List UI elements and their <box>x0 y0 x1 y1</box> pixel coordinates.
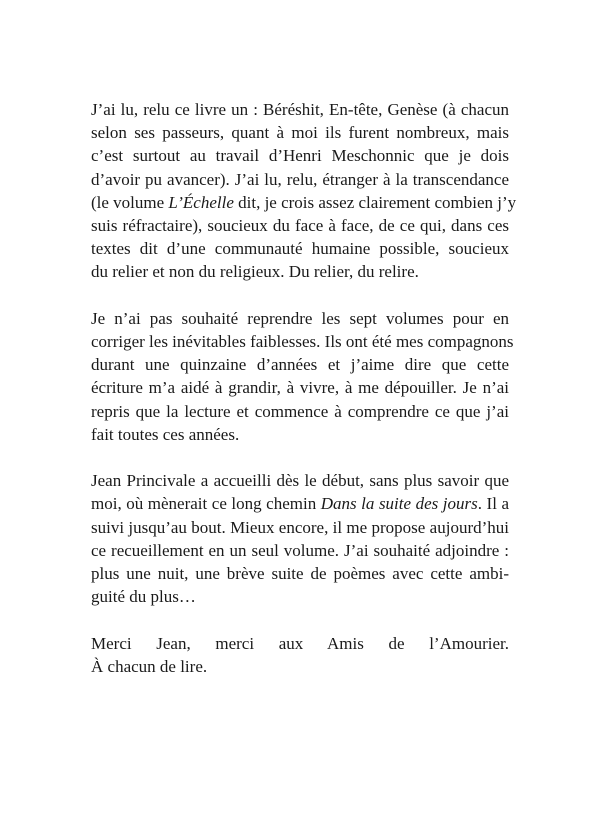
text-line <box>91 400 509 423</box>
text-segment: suivi jusqu’au bout. Mieux encore, il me propose aujourd’hui <box>91 517 509 537</box>
text-line <box>91 376 509 399</box>
text-segment: écriture m’a aidé à grandir, à vivre, à me dépouiller. Je n’ai <box>91 378 509 398</box>
text-line <box>91 539 509 562</box>
text-segment: c’est surtout au travail d’Henri Meschonnic que je dois <box>91 146 509 166</box>
text-segment: durant une quinzaine d’années et j’aime dire que cette <box>91 355 509 375</box>
text-segment: selon ses passeurs, quant à moi ils furent nombreux, mais <box>91 123 509 143</box>
text-line <box>91 237 509 260</box>
text-segment: plus une nuit, une brève suite de poèmes avec cette ambi- <box>91 564 509 584</box>
text-line <box>91 516 509 539</box>
text-segment: suis réfractaire), soucieux du face à face, de ce qui, dans ces <box>91 216 509 236</box>
document-page <box>91 98 517 701</box>
text-segment: moi, où mènerait ce long chemin <box>91 494 321 514</box>
paragraph <box>91 632 509 678</box>
text-line <box>91 562 509 585</box>
text-segment: du relier et non du religieux. Du relier, du relire. <box>91 262 419 282</box>
text-line <box>91 144 509 167</box>
text-segment: Je n’ai pas souhaité reprendre les sept volumes pour en <box>91 308 509 328</box>
text-line <box>91 353 509 376</box>
text-segment: textes dit d’une communauté humaine possible, soucieux <box>91 239 509 259</box>
text-segment: (le volume <box>91 192 169 212</box>
text-segment: corriger les inévitables faiblesses. Ils ont été mes compagnons <box>91 332 514 352</box>
text-segment: J’ai lu, relu ce livre un : Béréshit, En-tête, Genèse (à chacun <box>91 100 509 119</box>
text-segment: d’avoir pu avancer). J’ai lu, relu, étranger à la transcendance <box>91 169 509 189</box>
text-line <box>91 168 509 191</box>
paragraph <box>91 469 509 608</box>
text-line <box>91 98 509 121</box>
paragraph <box>91 307 514 446</box>
text-line <box>91 191 517 214</box>
text-segment: repris que la lecture et commence à comprendre ce que j’ai <box>91 401 509 421</box>
text-line <box>91 585 509 608</box>
text-line <box>91 423 509 446</box>
text-segment: Merci Jean, merci aux Amis de l’Amourier. <box>91 633 509 653</box>
text-segment: ce recueillement en un seul volume. J’ai souhaité adjoindre : <box>91 540 509 560</box>
text-segment: guité du plus… <box>91 587 196 607</box>
text-segment: Jean Princivale a accueilli dès le début, sans plus savoir que <box>91 471 509 491</box>
paragraph <box>91 98 517 284</box>
italic-title: L’Échelle <box>168 192 234 212</box>
text-line <box>91 469 509 492</box>
text-segment: fait toutes ces années. <box>91 424 240 444</box>
text-segment: À chacun de lire. <box>91 656 208 676</box>
text-line <box>91 330 514 353</box>
text-line <box>91 121 509 144</box>
text-line <box>91 260 509 283</box>
text-line <box>91 492 509 515</box>
text-line <box>91 307 509 330</box>
text-segment: . Il a <box>477 494 510 514</box>
italic-title: Dans la suite des jours <box>320 494 478 514</box>
text-segment: dit, je crois assez clairement combien j’y <box>233 192 517 212</box>
text-line <box>91 655 509 678</box>
text-line <box>91 214 509 237</box>
text-line <box>91 632 509 655</box>
